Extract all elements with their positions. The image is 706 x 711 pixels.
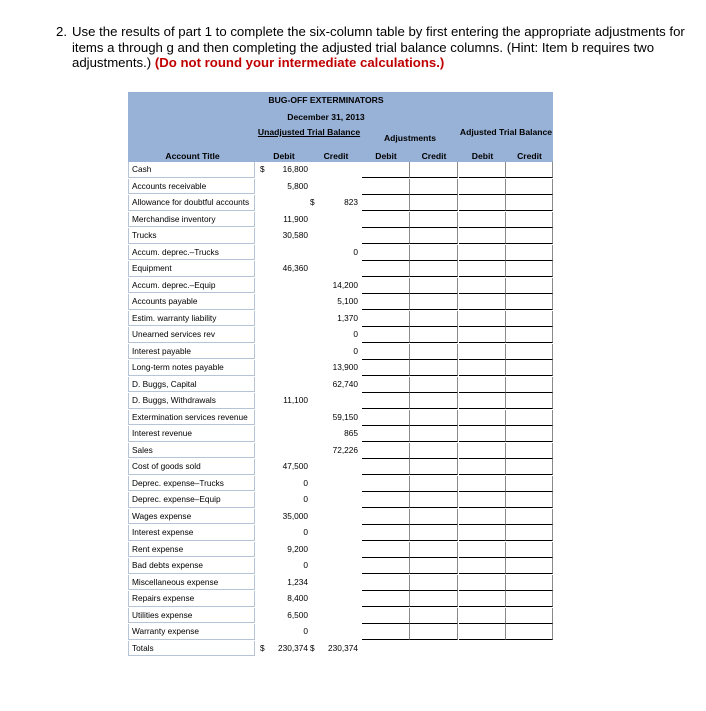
- unadjusted-debit-value: [258, 492, 310, 508]
- adjustment-credit-input[interactable]: [410, 624, 458, 640]
- account-name: Interest expense: [128, 525, 255, 541]
- adjustment-credit-input[interactable]: [410, 608, 458, 624]
- adjusted-debit-input[interactable]: [459, 179, 506, 195]
- adjusted-debit-input[interactable]: [459, 525, 506, 541]
- table-row: [128, 294, 553, 311]
- adjustment-credit-input[interactable]: [410, 591, 458, 607]
- adjusted-debit-input[interactable]: [459, 195, 506, 211]
- account-name: Extermination services revenue: [128, 410, 255, 426]
- table-row: [128, 344, 553, 361]
- account-name: Deprec. expense–Equip: [128, 492, 255, 508]
- adjustment-debit-input[interactable]: [362, 311, 410, 327]
- adjustment-credit-input[interactable]: [410, 525, 458, 541]
- table-row: [128, 575, 553, 592]
- unadjusted-heading: Unadjusted Trial Balance: [257, 127, 361, 137]
- question-block: [56, 24, 686, 71]
- adjustment-debit-input[interactable]: [362, 426, 410, 442]
- question-note: (Do not round your intermediate calculations.): [154, 55, 445, 70]
- table-row: [128, 195, 553, 212]
- account-name: Cash: [128, 162, 255, 178]
- unadjusted-credit-value: [312, 443, 360, 459]
- unadjusted-debit-value: [258, 476, 310, 492]
- adjusted-credit-input[interactable]: [506, 212, 553, 228]
- adjusted-credit-input[interactable]: [506, 624, 553, 640]
- adjusted-debit-input[interactable]: [459, 261, 506, 277]
- unadjusted-credit-value: [312, 426, 360, 442]
- account-name: Miscellaneous expense: [128, 575, 255, 591]
- amount: 1,370: [337, 312, 358, 323]
- amount: 230,374: [278, 642, 308, 653]
- dollar-sign: $: [260, 642, 265, 653]
- table-row: [128, 426, 553, 443]
- amount: 230,374: [328, 642, 358, 653]
- amount: 13,900: [332, 362, 358, 372]
- account-name: Interest payable: [128, 344, 255, 360]
- unadjusted-credit-value: [312, 360, 360, 376]
- table-row: [128, 278, 553, 295]
- adjusted-credit-input[interactable]: [506, 327, 553, 343]
- question-number: 2.: [56, 24, 67, 39]
- unadjusted-credit-value: [312, 641, 360, 657]
- amount: 0: [353, 329, 358, 339]
- adjusted-debit-input[interactable]: [459, 443, 506, 459]
- unadjusted-credit-value: [312, 212, 360, 228]
- adjustment-debit-input[interactable]: [362, 591, 410, 607]
- adjustment-debit-input[interactable]: [362, 624, 410, 640]
- adjusted-credit-input[interactable]: [506, 575, 553, 591]
- amount: 0: [353, 246, 358, 257]
- amount: 0: [303, 626, 308, 636]
- adjustment-debit-input[interactable]: [362, 195, 410, 211]
- unadjusted-credit-value: [312, 344, 360, 360]
- account-name: Wages expense: [128, 509, 255, 525]
- unadjusted-debit-value: [258, 261, 310, 277]
- unadjusted-credit-value: [312, 377, 360, 393]
- adjusted-credit-input[interactable]: [506, 426, 553, 442]
- unadjusted-debit-value: [258, 393, 310, 409]
- adjustment-debit-input[interactable]: [362, 509, 410, 525]
- unadjusted-debit-value: [258, 294, 310, 310]
- unadjusted-credit-value: [312, 162, 360, 178]
- adjustment-credit-input[interactable]: [410, 459, 458, 475]
- adjustment-credit-input[interactable]: [410, 344, 458, 360]
- table-row: [128, 591, 553, 608]
- unadjusted-debit-value: [258, 525, 310, 541]
- adjustment-credit-input[interactable]: [410, 278, 458, 294]
- unadjusted-credit-value: [312, 410, 360, 426]
- amount: 11,900: [283, 213, 308, 224]
- adjusted-credit-input[interactable]: [506, 542, 553, 558]
- adjusted-debit-input[interactable]: [459, 162, 506, 178]
- adjusted-credit-input[interactable]: [506, 228, 553, 244]
- unadjusted-debit-value: [258, 245, 310, 261]
- adjusted-credit-input[interactable]: [506, 179, 553, 195]
- adjusted-heading: Adjusted Trial Balance: [459, 127, 553, 137]
- dollar-sign: $: [310, 197, 315, 207]
- unadjusted-credit-value: [312, 509, 360, 525]
- adjusted-debit-input[interactable]: [459, 228, 506, 244]
- amount: 72,226: [332, 444, 358, 455]
- unadjusted-debit-value: [258, 228, 310, 244]
- amount: 47,500: [282, 461, 308, 471]
- unadjusted-debit-value: [258, 641, 310, 657]
- adjusted-credit-input[interactable]: [506, 261, 553, 277]
- dollar-sign: $: [260, 164, 265, 174]
- unadjusted-debit-value: [258, 410, 310, 426]
- unadjusted-credit-value: [312, 311, 360, 327]
- unadjusted-credit-value: [312, 179, 360, 195]
- adjusted-credit-input[interactable]: [506, 393, 553, 409]
- unadjusted-credit-value: [312, 608, 360, 624]
- adjustment-credit-input[interactable]: [410, 393, 458, 409]
- adjustment-debit-input[interactable]: [362, 245, 410, 261]
- worksheet-header: [128, 92, 553, 162]
- unadjusted-debit-value: [258, 624, 310, 640]
- adjustment-credit-input[interactable]: [410, 558, 458, 574]
- amount: 9,200: [287, 543, 308, 554]
- adjustment-credit-input[interactable]: [410, 492, 458, 508]
- adjustment-debit-input[interactable]: [362, 492, 410, 508]
- table-row: [128, 245, 553, 262]
- unadjusted-debit-value: [258, 278, 310, 294]
- adjustments-credit-heading: Credit: [421, 151, 447, 161]
- adjustment-credit-input[interactable]: [410, 327, 458, 343]
- amount: 0: [303, 477, 308, 488]
- adjusted-debit-input[interactable]: [459, 459, 506, 475]
- unadjusted-debit-value: [258, 591, 310, 607]
- unadjusted-debit-value: [258, 360, 310, 376]
- account-name: D. Buggs, Withdrawals: [128, 393, 255, 409]
- account-name: D. Buggs, Capital: [128, 377, 255, 393]
- adjustment-debit-input[interactable]: [362, 344, 410, 360]
- totals-row: [128, 641, 553, 658]
- account-name: Equipment: [128, 261, 255, 277]
- adjustment-credit-input[interactable]: [410, 179, 458, 195]
- adjusted-credit-input[interactable]: [506, 608, 553, 624]
- adjustment-debit-input[interactable]: [362, 410, 410, 426]
- unadjusted-credit-value: [312, 245, 360, 261]
- account-name: Long-term notes payable: [128, 360, 255, 376]
- adjustment-credit-input[interactable]: [410, 476, 458, 492]
- table-row: [128, 377, 553, 394]
- table-row: [128, 542, 553, 559]
- adjusted-debit-input[interactable]: [459, 245, 506, 261]
- amount: 11,100: [283, 395, 308, 405]
- amount: 62,740: [332, 378, 358, 389]
- adjusted-debit-input[interactable]: [459, 558, 506, 574]
- unadjusted-debit-value: [258, 212, 310, 228]
- amount: 5,800: [287, 180, 308, 191]
- amount: 8,400: [287, 593, 308, 603]
- amount: 0: [303, 560, 308, 570]
- adjusted-credit-input[interactable]: [506, 591, 553, 607]
- account-name: Trucks: [128, 228, 255, 244]
- adjusted-credit-input[interactable]: [506, 278, 553, 294]
- adjusted-credit-input[interactable]: [506, 311, 553, 327]
- account-name: Accounts receivable: [128, 179, 255, 195]
- adjusted-credit-input[interactable]: [506, 245, 553, 261]
- adjustment-debit-input[interactable]: [362, 162, 410, 178]
- adjustment-debit-input[interactable]: [362, 558, 410, 574]
- adjusted-credit-input[interactable]: [506, 410, 553, 426]
- adjustments-heading: Adjustments: [383, 133, 437, 143]
- adjustment-credit-input[interactable]: [410, 575, 458, 591]
- adjustment-credit-input[interactable]: [410, 294, 458, 310]
- unadjusted-credit-value: [312, 228, 360, 244]
- adjusted-debit-input[interactable]: [459, 492, 506, 508]
- adjustment-credit-input[interactable]: [410, 245, 458, 261]
- account-title-heading: Account Title: [165, 151, 220, 161]
- unadjusted-debit-value: [258, 327, 310, 343]
- adjusted-debit-input[interactable]: [459, 377, 506, 393]
- table-row: [128, 525, 553, 542]
- table-row: [128, 608, 553, 625]
- adjusted-debit-input[interactable]: [459, 360, 506, 376]
- amount: 823: [344, 197, 358, 207]
- table-row: [128, 162, 553, 179]
- table-row: [128, 443, 553, 460]
- account-name: Unearned services rev: [128, 327, 255, 343]
- amount: 1,234: [287, 576, 308, 587]
- unadjusted-debit-value: [258, 575, 310, 591]
- adjusted-credit-input[interactable]: [506, 509, 553, 525]
- adjusted-debit-input[interactable]: [459, 327, 506, 343]
- table-row: [128, 509, 553, 526]
- adjustment-debit-input[interactable]: [362, 377, 410, 393]
- unadjusted-credit-value: [312, 575, 360, 591]
- account-name: Warranty expense: [128, 624, 255, 640]
- unadjusted-credit-value: [312, 492, 360, 508]
- adjusted-debit-input[interactable]: [459, 212, 506, 228]
- unadjusted-debit-value: [258, 426, 310, 442]
- adjustment-debit-input[interactable]: [362, 360, 410, 376]
- adjusted-credit-input[interactable]: [506, 360, 553, 376]
- adjustment-debit-input[interactable]: [362, 459, 410, 475]
- unadjusted-debit-value: [258, 162, 310, 178]
- amount: 14,200: [332, 279, 358, 290]
- unadjusted-debit-value: [258, 377, 310, 393]
- unadjusted-credit-value: [312, 476, 360, 492]
- unadjusted-credit-value: [312, 624, 360, 640]
- adjusted-credit-input[interactable]: [506, 459, 553, 475]
- adjustment-credit-input[interactable]: [410, 311, 458, 327]
- adjustments-debit-heading: Debit: [375, 151, 397, 161]
- amount: 5,100: [337, 296, 358, 306]
- company-name: BUG-OFF EXTERMINATORS: [268, 95, 384, 105]
- unadjusted-debit-value: [258, 344, 310, 360]
- question-text: [72, 24, 686, 71]
- table-row: [128, 492, 553, 509]
- adjustment-credit-input[interactable]: [410, 426, 458, 442]
- account-name: Accum. deprec.–Trucks: [128, 245, 255, 261]
- adjusted-credit-input[interactable]: [506, 377, 553, 393]
- adjusted-debit-heading: Debit: [471, 151, 494, 161]
- account-name: Totals: [128, 641, 255, 657]
- unadjusted-credit-value: [312, 294, 360, 310]
- adjusted-credit-input[interactable]: [506, 294, 553, 310]
- amount: 0: [353, 345, 358, 356]
- adjustment-credit-input[interactable]: [410, 410, 458, 426]
- adjusted-credit-heading: Credit: [517, 151, 542, 161]
- table-row: [128, 228, 553, 245]
- account-name: Utilities expense: [128, 608, 255, 624]
- table-row: [128, 558, 553, 575]
- question-instructions: Use the results of part 1 to complete the six-column table by first entering the appropriate adjustments for items a through g and then completing the adjusted trial balance columns. (Hint: Item b requires two adjustments.): [72, 24, 685, 70]
- adjustment-debit-input[interactable]: [362, 525, 410, 541]
- account-name: Accounts payable: [128, 294, 255, 310]
- account-name: Merchandise inventory: [128, 212, 255, 228]
- adjusted-debit-input[interactable]: [459, 278, 506, 294]
- adjusted-credit-input[interactable]: [506, 344, 553, 360]
- adjustment-debit-input[interactable]: [362, 278, 410, 294]
- adjustment-debit-input[interactable]: [362, 228, 410, 244]
- account-name: Deprec. expense–Trucks: [128, 476, 255, 492]
- adjustment-debit-input[interactable]: [362, 542, 410, 558]
- table-row: [128, 327, 553, 344]
- unadjusted-credit-value: [312, 195, 360, 211]
- adjustment-debit-input[interactable]: [362, 443, 410, 459]
- unadjusted-credit-value: [312, 558, 360, 574]
- adjustment-debit-input[interactable]: [362, 261, 410, 277]
- unadjusted-debit-value: [258, 608, 310, 624]
- adjustment-debit-input[interactable]: [362, 575, 410, 591]
- adjustment-debit-input[interactable]: [362, 476, 410, 492]
- account-name: Bad debts expense: [128, 558, 255, 574]
- account-name: Accum. deprec.–Equip: [128, 278, 255, 294]
- account-name: Rent expense: [128, 542, 255, 558]
- worksheet-date: December 31, 2013: [287, 112, 365, 122]
- unadjusted-credit-value: [312, 393, 360, 409]
- unadjusted-debit-value: [258, 542, 310, 558]
- unadjusted-credit-value: [312, 327, 360, 343]
- adjustment-debit-input[interactable]: [362, 608, 410, 624]
- table-row: [128, 410, 553, 427]
- adjusted-debit-input[interactable]: [459, 393, 506, 409]
- table-row: [128, 459, 553, 476]
- table-row: [128, 624, 553, 641]
- account-name: Allowance for doubtful accounts: [128, 195, 255, 211]
- amount: 0: [303, 494, 308, 504]
- unadjusted-debit-value: [258, 459, 310, 475]
- adjusted-debit-input[interactable]: [459, 426, 506, 442]
- adjusted-credit-input[interactable]: [506, 443, 553, 459]
- unadjusted-credit-value: [312, 525, 360, 541]
- worksheet-rows: [128, 162, 553, 657]
- unadjusted-credit-value: [312, 542, 360, 558]
- adjustment-credit-input[interactable]: [410, 443, 458, 459]
- adjustment-debit-input[interactable]: [362, 327, 410, 343]
- unadjusted-debit-value: [258, 509, 310, 525]
- adjusted-debit-input[interactable]: [459, 542, 506, 558]
- unadjusted-debit-value: [258, 311, 310, 327]
- adjustment-credit-input[interactable]: [410, 377, 458, 393]
- adjusted-debit-input[interactable]: [459, 410, 506, 426]
- table-row: [128, 261, 553, 278]
- table-row: [128, 212, 553, 229]
- amount: 0: [303, 527, 308, 537]
- adjusted-debit-input[interactable]: [459, 476, 506, 492]
- worksheet: [128, 92, 553, 657]
- amount: 35,000: [282, 510, 308, 521]
- adjusted-credit-input[interactable]: [506, 558, 553, 574]
- adjusted-debit-input[interactable]: [459, 575, 506, 591]
- account-name: Estim. warranty liability: [128, 311, 255, 327]
- amount: 30,580: [282, 230, 308, 240]
- table-row: [128, 360, 553, 377]
- adjusted-debit-input[interactable]: [459, 608, 506, 624]
- adjustment-debit-input[interactable]: [362, 294, 410, 310]
- unadjusted-debit-value: [258, 179, 310, 195]
- amount: 16,800: [282, 164, 308, 174]
- unadjusted-credit-value: [312, 261, 360, 277]
- adjusted-credit-input[interactable]: [506, 492, 553, 508]
- unadjusted-credit-value: [312, 591, 360, 607]
- amount: 6,500: [287, 609, 308, 620]
- dollar-sign: $: [310, 642, 315, 653]
- adjustment-debit-input[interactable]: [362, 212, 410, 228]
- table-row: [128, 476, 553, 493]
- adjusted-credit-input[interactable]: [506, 476, 553, 492]
- adjusted-debit-input[interactable]: [459, 509, 506, 525]
- adjustment-debit-input[interactable]: [362, 179, 410, 195]
- table-row: [128, 179, 553, 196]
- unadjusted-credit-value: [312, 278, 360, 294]
- amount: 46,360: [282, 263, 308, 273]
- adjustment-credit-input[interactable]: [410, 212, 458, 228]
- unadjusted-credit-value: [312, 459, 360, 475]
- unadjusted-debit-heading: Debit: [273, 151, 295, 161]
- account-name: Interest revenue: [128, 426, 255, 442]
- account-name: Cost of goods sold: [128, 459, 255, 475]
- account-name: Repairs expense: [128, 591, 255, 607]
- adjusted-debit-input[interactable]: [459, 311, 506, 327]
- adjusted-credit-input[interactable]: [506, 525, 553, 541]
- adjustment-debit-input[interactable]: [362, 393, 410, 409]
- adjustment-credit-input[interactable]: [410, 162, 458, 178]
- unadjusted-debit-value: [258, 195, 310, 211]
- amount: 59,150: [332, 411, 358, 422]
- amount: 865: [344, 428, 358, 438]
- adjustment-credit-input[interactable]: [410, 360, 458, 376]
- adjustment-credit-input[interactable]: [410, 509, 458, 525]
- adjusted-debit-input[interactable]: [459, 591, 506, 607]
- adjustment-credit-input[interactable]: [410, 195, 458, 211]
- adjusted-debit-input[interactable]: [459, 294, 506, 310]
- adjustment-credit-input[interactable]: [410, 261, 458, 277]
- table-row: [128, 393, 553, 410]
- adjusted-debit-input[interactable]: [459, 344, 506, 360]
- account-name: Sales: [128, 443, 255, 459]
- adjusted-credit-input[interactable]: [506, 162, 553, 178]
- adjusted-debit-input[interactable]: [459, 624, 506, 640]
- table-row: [128, 311, 553, 328]
- adjusted-credit-input[interactable]: [506, 195, 553, 211]
- adjustment-credit-input[interactable]: [410, 542, 458, 558]
- adjustment-credit-input[interactable]: [410, 228, 458, 244]
- unadjusted-debit-value: [258, 558, 310, 574]
- unadjusted-debit-value: [258, 443, 310, 459]
- unadjusted-credit-heading: Credit: [323, 151, 349, 161]
